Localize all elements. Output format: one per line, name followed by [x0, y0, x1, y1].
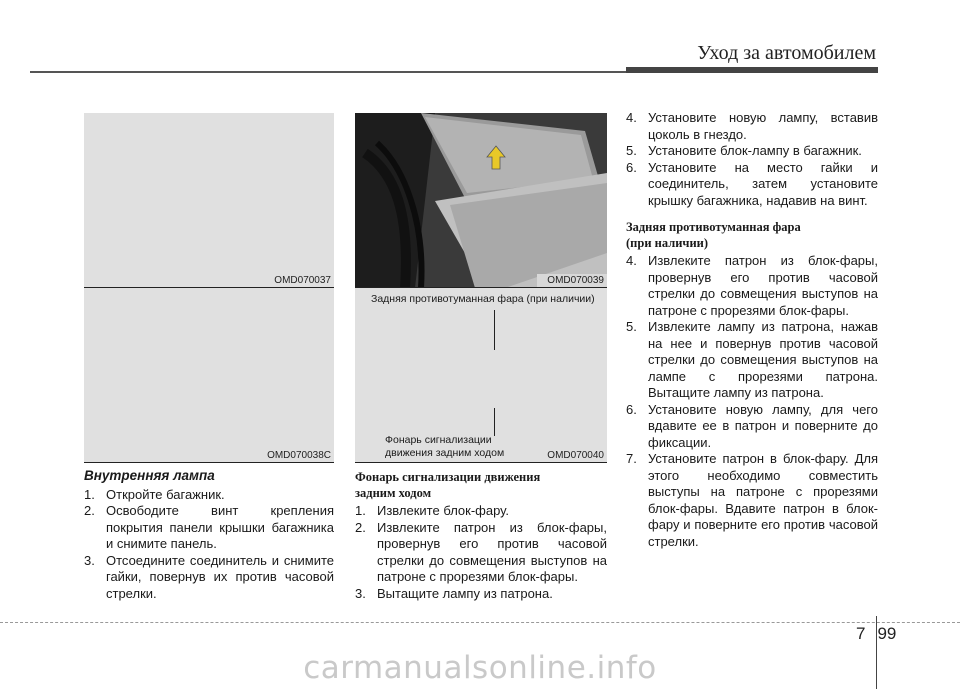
header-rule: [30, 71, 626, 73]
list-item: 1. Откройте багажник.: [84, 486, 225, 502]
column-2: [355, 469, 607, 602]
figure-baseline: [355, 462, 607, 463]
figure-code: OMD070037: [274, 275, 331, 286]
steps-list: [84, 487, 334, 603]
list-item: 4. Извлеките патрон из блок-фары, провернув его против часовой стрелки до совмещения выступов на патроне с прорезями блок-фары.: [626, 253, 878, 318]
steps-list-a: [626, 110, 878, 209]
list-item: 6. Установите на место гайки и соединитель, затем установите крышку багажника, надавив на винт.: [626, 159, 878, 208]
header-rule-accent: [626, 67, 878, 73]
steps-list-b: [626, 253, 878, 550]
list-item: 5. Извлеките лампу из патрона, нажав на нее и повернув против часовой стрелки до совмещения выступов на лампе с прорезями патрона. Вытащите лампу из патрона.: [626, 319, 878, 400]
callout-reverse-lamp: Фонарь сигнализации движения задним ходом: [385, 434, 505, 459]
section-heading-interior-lamp: Внутренняя лампа: [84, 468, 215, 483]
list-item: 7. Установите патрон в блок-фару. Для этого необходимо совместить выступы на патроне с прорезями блок-фары. Вдавите патрон в блок-фару и поверните его против часовой стрелки.: [626, 451, 878, 549]
list-item: 6. Установите новую лампу, для чего вдавите ее в патрон и поверните до фиксации.: [626, 401, 878, 450]
figure-code: OMD070039: [547, 275, 604, 286]
column-1: [84, 468, 334, 602]
figure-omd070038c: [84, 288, 334, 463]
figure-code: OMD070038C: [267, 450, 331, 461]
page-number: [856, 624, 896, 644]
list-item: 2. Освободите винт крепления покрытия панели крышки багажника и снимите панель.: [84, 503, 334, 551]
callout-fog-lamp: Задняя противотуманная фара (при наличии): [371, 293, 595, 305]
list-item: 4. Установите новую лампу, вставив цоколь в гнездо.: [626, 110, 878, 142]
figure-omd070040: [355, 288, 607, 463]
list-item: 1. Извлеките блок-фару.: [355, 503, 509, 518]
figure-omd070039: [355, 113, 607, 288]
footer-rule: [0, 622, 960, 623]
list-item: 3. Вытащите лампу из патрона.: [355, 585, 553, 601]
page-header-title: Уход за автомобилем: [697, 42, 876, 64]
figure-omd070037: [84, 113, 334, 288]
watermark: carmanualsonline.info: [303, 650, 657, 686]
figure-baseline: [84, 462, 334, 463]
figure-code: OMD070040: [547, 450, 604, 461]
column-3: [626, 110, 878, 550]
callout-line-fog-lamp: [494, 310, 495, 350]
callout-line-reverse-lamp: [494, 408, 495, 436]
list-item: 5. Установите блок-лампу в багажник.: [626, 143, 862, 158]
page-number-value: 99: [877, 624, 897, 643]
section-heading-reverse-lamp: Фонарь сигнализации движения задним ходом: [355, 470, 541, 500]
list-item: 2. Извлеките патрон из блок-фары, провернув его против часовой стрелки до совмещения выступов на патроне с прорезями блок-фары.: [355, 519, 607, 584]
tail-lamp-photo: [355, 113, 607, 288]
chapter-number: 7: [856, 624, 866, 643]
section-heading-rear-fog-lamp: Задняя противотуманная фара (при наличии): [626, 220, 801, 250]
list-item: 3. Отсоедините соединитель и снимите гайки, повернув их против часовой стрелки.: [84, 552, 334, 601]
steps-list: [355, 503, 607, 602]
